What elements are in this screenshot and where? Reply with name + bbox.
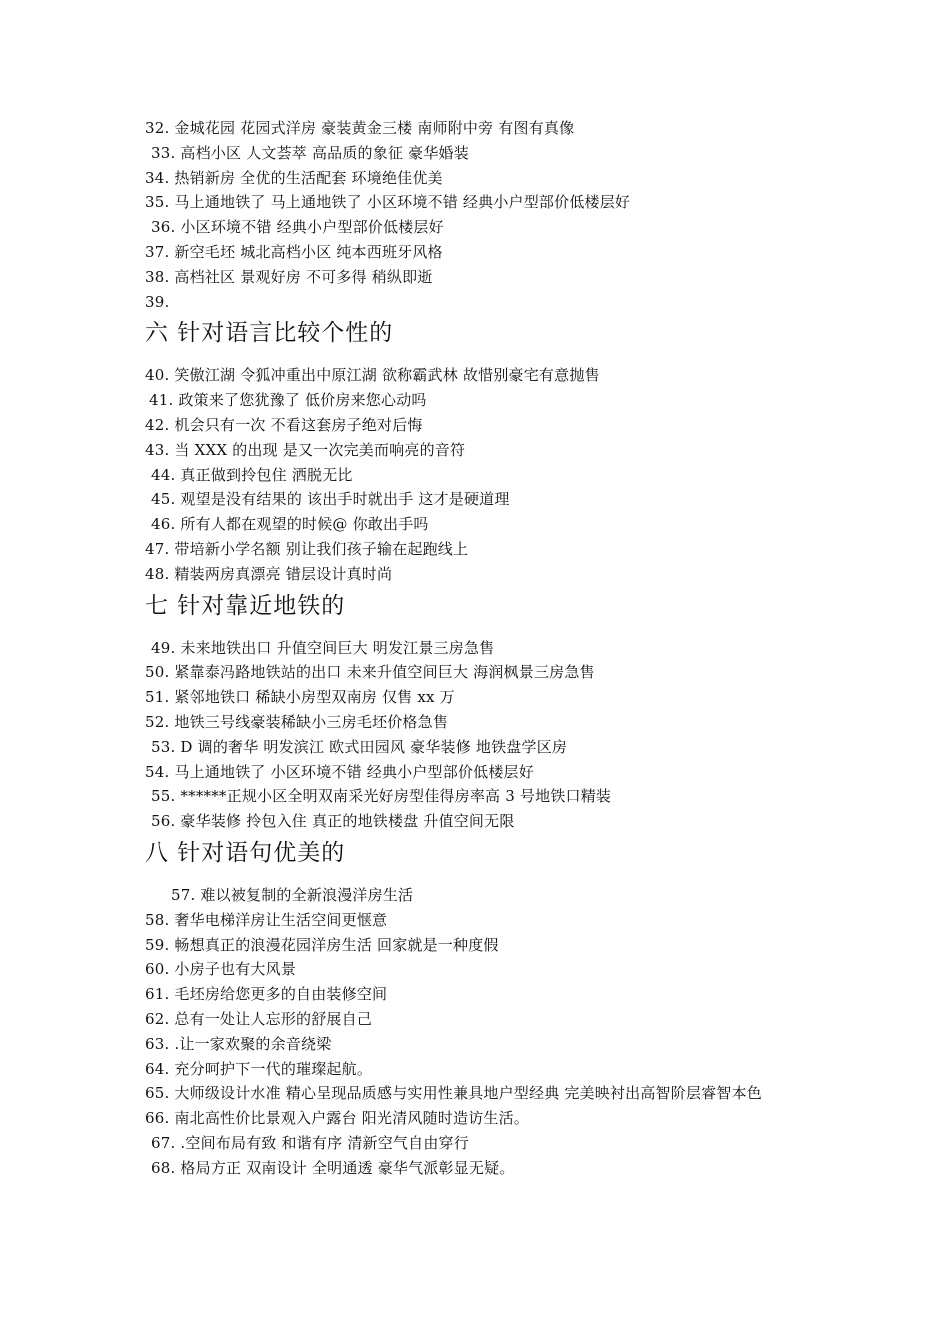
list-item: 44. 真正做到拎包住 洒脱无比 (151, 465, 353, 484)
list-item: 46. 所有人都在观望的时候@ 你敢出手吗 (151, 515, 429, 534)
list-item: 67. .空间布局有致 和谐有序 清新空气自由穿行 (151, 1133, 469, 1152)
list-item: 34. 热销新房 全优的生活配套 环境绝佳优美 (145, 168, 443, 187)
list-item: 43. 当 XXX 的出现 是又一次完美而响亮的音符 (145, 440, 466, 459)
list-item: 38. 高档社区 景观好房 不可多得 稍纵即逝 (145, 267, 433, 286)
document-body (145, 116, 815, 1180)
section-heading: 七 针对靠近地铁的 (145, 592, 346, 619)
list-item: 60. 小房子也有大风景 (145, 960, 297, 979)
list-item: 53. D 调的奢华 明发滨江 欧式田园风 豪华装修 地铁盘学区房 (151, 737, 568, 756)
list-item: 61. 毛坯房给您更多的自由装修空间 (145, 985, 388, 1004)
section-heading: 六 针对语言比较个性的 (145, 320, 394, 347)
list-item: 39. (145, 292, 170, 311)
list-item: 50. 紧靠泰冯路地铁站的出口 未来升值空间巨大 海润枫景三房急售 (145, 663, 595, 682)
list-item: 51. 紧邻地铁口 稀缺小房型双南房 仅售 xx 万 (145, 688, 455, 707)
list-item: 40. 笑傲江湖 令狐冲重出中原江湖 欲称霸武林 故惜别豪宅有意抛售 (145, 366, 600, 385)
list-item: 62. 总有一处让人忘形的舒展自己 (145, 1009, 373, 1028)
list-item: 55. ******正规小区全明双南采光好房型佳得房率高 3 号地铁口精装 (151, 787, 612, 806)
list-item: 66. 南北高性价比景观入户露台 阳光清风随时造访生活。 (145, 1109, 529, 1128)
list-item: 68. 格局方正 双南设计 全明通透 豪华气派彰显无疑。 (151, 1158, 515, 1177)
list-item: 36. 小区环境不错 经典小户型部价低楼层好 (151, 218, 444, 237)
list-item: 37. 新空毛坯 城北高档小区 纯本西班牙风格 (145, 242, 443, 261)
list-item: 35. 马上通地铁了 马上通地铁了 小区环境不错 经典小户型部价低楼层好 (145, 193, 631, 212)
list-item: 64. 充分呵护下一代的璀璨起航。 (145, 1059, 373, 1078)
list-item: 33. 高档小区 人文荟萃 高品质的象征 豪华婚装 (151, 143, 469, 162)
list-item: 65. 大师级设计水准 精心呈现品质感与实用性兼具地户型经典 完美映衬出高智阶层睿智本色 (145, 1084, 762, 1103)
list-item: 57. 难以被复制的全新浪漫洋房生活 (171, 885, 414, 904)
list-item: 58. 奢华电梯洋房让生活空间更惬意 (145, 910, 388, 929)
list-item: 63. .让一家欢聚的余音绕梁 (145, 1034, 332, 1053)
list-item: 54. 马上通地铁了 小区环境不错 经典小户型部价低楼层好 (145, 762, 534, 781)
list-item: 52. 地铁三号线豪装稀缺小三房毛坯价格急售 (145, 712, 449, 731)
list-item: 49. 未来地铁出口 升值空间巨大 明发江景三房急售 (151, 638, 495, 657)
list-item: 42. 机会只有一次 不看这套房子绝对后悔 (145, 415, 423, 434)
list-item: 45. 观望是没有结果的 该出手时就出手 这才是硬道理 (151, 490, 510, 509)
list-item: 47. 带培新小学名额 别让我们孩子输在起跑线上 (145, 539, 469, 558)
list-item: 41. 政策来了您犹豫了 低价房来您心动吗 (149, 391, 427, 410)
list-item: 32. 金城花园 花园式洋房 豪装黄金三楼 南师附中旁 有图有真像 (145, 119, 575, 137)
list-item: 56. 豪华装修 拎包入住 真正的地铁楼盘 升值空间无限 (151, 812, 515, 831)
list-item: 59. 畅想真正的浪漫花园洋房生活 回家就是一种度假 (145, 935, 499, 954)
list-item: 48. 精装两房真漂亮 错层设计真时尚 (145, 564, 393, 583)
section-heading: 八 针对语句优美的 (145, 839, 346, 866)
